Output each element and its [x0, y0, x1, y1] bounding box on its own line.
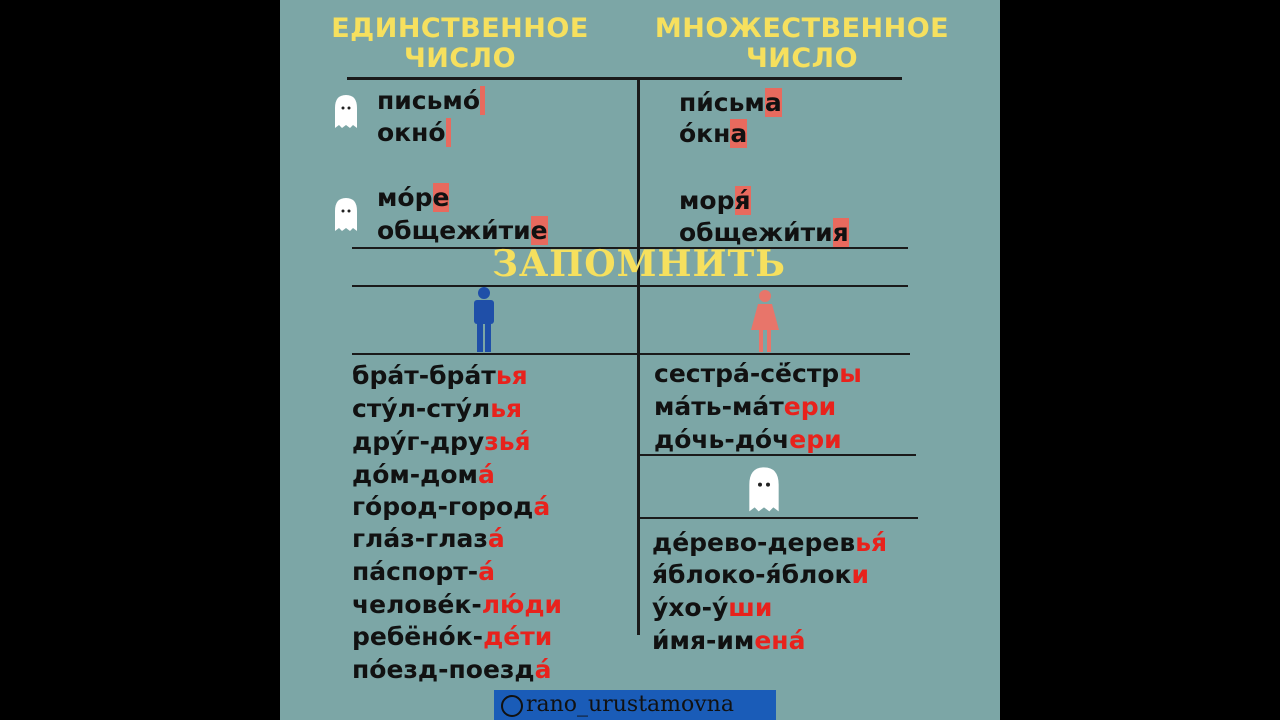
- word-ending: де́ти: [483, 622, 553, 651]
- word-stem: дру́г-дру: [352, 427, 485, 456]
- word-ending: а́: [478, 557, 496, 586]
- word-form: [352, 492, 550, 522]
- ghost-icon: [746, 466, 782, 514]
- word-stem: па́спорт-: [352, 557, 479, 586]
- word-ending: а́: [533, 492, 551, 521]
- word-ending: ья: [490, 394, 523, 423]
- word-ending: е: [530, 216, 548, 245]
- word-form: [377, 86, 485, 116]
- header-plural: МНОЖЕСТВЕННОЕ ЧИСЛО: [654, 13, 950, 74]
- instagram-icon: [501, 695, 523, 717]
- ghost-icon: [333, 197, 359, 233]
- word-ending: а́: [487, 524, 505, 553]
- word-ending: ья: [495, 361, 528, 390]
- word-ending: я: [832, 218, 849, 247]
- word-stem: окно́: [377, 118, 446, 147]
- ghost-icon: [333, 94, 359, 130]
- word-ending: е: [432, 183, 450, 212]
- word-form: [652, 560, 869, 590]
- word-ending: ы: [839, 359, 862, 388]
- word-form: [352, 590, 562, 620]
- word-form: [654, 359, 862, 389]
- word-ending: а́: [477, 460, 495, 489]
- word-stem: общежи́ти: [377, 216, 531, 245]
- word-stem: у́хо-у́: [652, 593, 729, 622]
- remember-bottom-line: [352, 285, 908, 287]
- word-ending: ши: [728, 593, 773, 622]
- word-ending: [446, 118, 451, 147]
- poster: [280, 0, 1000, 720]
- word-ending: ья́: [855, 528, 888, 557]
- word-form: [377, 183, 449, 213]
- word-form: [654, 425, 842, 455]
- word-stem: до́чь-до́ч: [654, 425, 790, 454]
- word-stem: го́род-город: [352, 492, 534, 521]
- word-stem: челове́к-: [352, 590, 482, 619]
- word-form: [352, 394, 522, 424]
- word-stem: письмо́: [377, 86, 481, 115]
- word-form: [352, 460, 495, 490]
- word-form: [352, 622, 552, 652]
- word-form: [652, 528, 887, 558]
- word-ending: ери: [783, 392, 837, 421]
- word-form: [352, 524, 505, 554]
- word-stem: бра́т-бра́т: [352, 361, 496, 390]
- word-form: [352, 361, 528, 391]
- word-ending: ери: [789, 425, 842, 454]
- word-stem: я́блоко-я́блок: [652, 560, 852, 589]
- word-form: [679, 186, 751, 216]
- word-form: [352, 655, 552, 685]
- remember-title: ЗАПОМНИТЬ: [492, 243, 787, 285]
- word-stem: мор: [679, 186, 735, 215]
- word-stem: мо́р: [377, 183, 433, 212]
- word-ending: лю́ди: [481, 590, 563, 619]
- header-singular: ЕДИНСТВЕННОЕ ЧИСЛО: [331, 13, 589, 74]
- word-stem: ребёно́к-: [352, 622, 484, 651]
- word-stem: сту́л-сту́л: [352, 394, 491, 423]
- word-form: [377, 216, 548, 246]
- center-divider: [637, 80, 640, 635]
- word-stem: до́м-дом: [352, 460, 478, 489]
- instagram-handle: [494, 690, 776, 720]
- word-stem: пи́сьм: [679, 88, 765, 117]
- word-stem: и́мя-им: [652, 626, 755, 655]
- male-icon: [470, 287, 498, 353]
- word-form: [652, 593, 772, 623]
- word-stem: де́рево-дерев: [652, 528, 856, 557]
- word-stem: о́кн: [679, 119, 731, 148]
- word-form: [652, 626, 805, 656]
- word-stem: гла́з-глаз: [352, 524, 488, 553]
- word-ending: а: [730, 119, 748, 148]
- word-ending: а: [764, 88, 782, 117]
- word-ending: ена́: [754, 626, 806, 655]
- word-stem: сестра́-сё́стр: [654, 359, 840, 388]
- word-stem: общежи́ти: [679, 218, 833, 247]
- handle-text: rano_urustamovna: [526, 692, 734, 717]
- word-ending: я́: [734, 186, 751, 215]
- word-ending: а́: [534, 655, 552, 684]
- word-ending: [480, 86, 485, 115]
- gender-divider: [352, 353, 910, 355]
- word-form: [352, 557, 495, 587]
- word-stem: по́езд-поезд: [352, 655, 535, 684]
- word-ending: зья́: [484, 427, 531, 456]
- word-ending: и: [851, 560, 870, 589]
- word-form: [679, 119, 747, 149]
- female-icon: [749, 290, 781, 354]
- word-form: [679, 88, 782, 118]
- top-divider: [347, 77, 902, 80]
- word-form: [654, 392, 836, 422]
- ghost-divider: [640, 517, 918, 519]
- word-form: [377, 118, 451, 148]
- word-stem: ма́ть-ма́т: [654, 392, 784, 421]
- word-form: [352, 427, 531, 457]
